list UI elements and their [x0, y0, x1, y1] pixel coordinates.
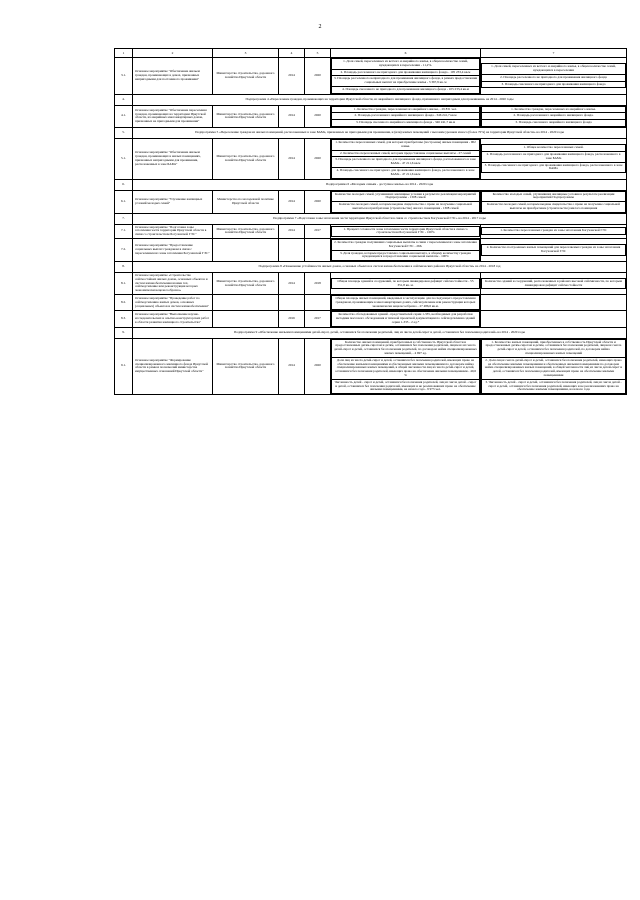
target-indicators	[331, 105, 481, 127]
measure-end-year: 2018	[305, 273, 331, 295]
result-indicators-item: 1. Количество граждан, переселенных из аварийного жилья.	[482, 106, 626, 113]
target-indicators	[331, 58, 481, 95]
measure-end-year: 2020	[305, 190, 331, 213]
result-indicators	[481, 273, 627, 295]
measure-row	[115, 58, 627, 95]
target-indicators-item: Количество молодых семей, улучшивших жилищные условия в результате реализации мероприятий Подпрограммы - 1308 семей	[332, 191, 480, 202]
subprogram-title: Подпрограмма 8 «Повышение устойчивости жилых домов, основных объектов и систем жизнеобеспечения в сейсмических районах Иркутской области» на 2014 - 2018 год	[133, 262, 627, 273]
target-indicators-item: Количество жилых помещений, приобретенных в собственность Иркутской области и предоставленных детям-сиротам и детям, оставшимся без попечения родителей, лицам из их числа детей-сирот и детей, оставшихся без попечения родителей, по договорам найма специализированных жилых помещений, - 4 697 ед.	[332, 339, 480, 357]
page-number: 2	[318, 24, 322, 30]
measure-name: Основное мероприятие «Строительство сейсмостойких жилых домов, основных объектов и систем жизнеобеспечения взамен тех, сейсмоусиление или реконструкция которых экономически нецелесообразно»	[133, 273, 213, 295]
measure-end-year: 2017	[305, 311, 331, 327]
measure-number: 4.1.	[115, 105, 133, 127]
measure-row	[115, 273, 627, 295]
measure-executor: Министерство строительства, дорожного хозяйства Иркутской области	[213, 273, 279, 295]
result-indicators	[481, 311, 627, 327]
measure-executor: Министерство строительства, дорожного хозяйства Иркутской области	[213, 139, 279, 179]
result-indicators-item: Количество молодых семей, улучшивших жилищные условия в результате реализации мероприятий Подпрограммы	[482, 191, 626, 202]
target-indicators	[331, 190, 481, 213]
target-indicators-item: 1. Количество граждан, переселенных из аварийного жилья, - 29 831 чел.	[332, 106, 480, 113]
target-indicators-item: 1. Процент готовности зоны затопления части территории Иркутской области в связи со строительством Богучанской ГЭС - 100%	[332, 226, 480, 237]
subprogram-row	[115, 262, 627, 273]
target-indicators-item: 1. Количество переселенных семей, для которых приобретены (построены) жилые помещения - 902 семьи.	[332, 140, 480, 151]
result-indicators-item: Количество зданий и сооружений, расположенных в районах высокой сейсмичности, по которым ликвидирован дефицит сейсмостойкости	[482, 278, 626, 289]
measure-start-year: 2014	[279, 273, 305, 295]
program-table	[114, 48, 627, 395]
measure-start-year	[279, 295, 305, 311]
subprogram-row	[115, 179, 627, 190]
target-indicators	[331, 295, 481, 311]
measure-row	[115, 295, 627, 311]
subprogram-number: 7.	[115, 213, 133, 224]
subprogram-row	[115, 213, 627, 224]
target-indicators-item: Количество обследованных зданий - представителей серии 1-335, необходимых для разработки методики массового обследования и типовой проектной документации по сейсмоусилению зданий серии 1-335 - 2 ед.*	[332, 312, 480, 326]
measure-executor: Министерство строительства, дорожного хозяйства Иркутской области	[213, 58, 279, 95]
subprogram-number: 4.	[115, 94, 133, 105]
measure-row	[115, 311, 627, 327]
result-indicators-item: 1. Общее количество переселенных семей.	[482, 145, 626, 152]
target-indicators	[331, 338, 481, 394]
result-indicators-item: 3. Численность детей - сирот и детей, оставшихся без попечения родителей, лиц из числа детей - сирот и детей, оставшихся без попечения родителей, имеющих и не реализовавших право на обеспечение жилыми помещениями, на начало года	[482, 379, 626, 393]
result-indicators-item: 1. Доля семей, переселенных из ветхого и аварийного жилья, в общем количестве семей, нуждающихся в переселении	[482, 64, 626, 75]
result-indicators-item: 1. Количество переселенных граждан из зоны затопления Богучанской ГЭС	[482, 228, 626, 235]
target-indicators-item: 3. Площадь расселенного не пригодного для проживания жилищного фонда, расположенного в зоне БАМа - 47 211,6 кв.м	[332, 157, 480, 168]
target-indicators-item: 3. Площадь расселенного непригодного для проживания жилищного фонда, в рамках предоставления социальных выплат на приобретение жилья - 3 367,9 кв. м	[332, 76, 480, 87]
subprogram-title: Подпрограмма 5 «Переселение граждан из жилых помещений, расположенных в зоне БАМа, признанных не пригодными для проживания, и (или) жилых помещений с высоким уровнем износа (более 70%) на территории Иркутской области» на 2014 - 2020 годы	[133, 128, 627, 139]
result-indicators	[481, 295, 627, 311]
measure-end-year: 2020	[305, 58, 331, 95]
measure-number: 8.3.	[115, 311, 133, 327]
measure-number: 7.2.	[115, 238, 133, 261]
result-indicators-item: Количество молодых семей, которым выданы свидетельства о праве на получение социальной выплаты на приобретение (строительство) жилого помещения	[482, 202, 626, 213]
measure-number: 7.1.	[115, 224, 133, 238]
measure-row	[115, 190, 627, 213]
measure-name: Основное мероприятие "Обеспечение переселения граждан, проживающих на территории Иркутской области, из аварийных многоквартирных домов, признанных не пригодными для проживания"	[133, 105, 213, 127]
measure-executor: Министерство строительства, дорожного хозяйства Иркутской области	[213, 105, 279, 127]
measure-start-year: 2014	[279, 105, 305, 127]
measure-executor: Министерство строительства, дорожного хозяйства Иркутской области	[213, 338, 279, 394]
measure-start-year: 2014	[279, 338, 305, 394]
measure-name: Основное мероприятие "Предоставление социальных выплат гражданам в связи с переселением из зоны затопления Богучанской ГЭС"	[133, 238, 213, 261]
result-indicators-item: 2. Доля лиц из числа детей-сирот и детей, оставшихся без попечения родителей, имеющих право на обеспечение жилыми помещениями и обеспеченных жилыми помещениями по договорам найма специализированных жилых помещений, в общей численности лиц из числа детей-сирот и детей, оставшихся без попечения родителей, имеющих право на обеспечение жилыми помещениями	[482, 357, 626, 379]
measure-executor: Министерство по молодежной политике Иркутской области	[213, 190, 279, 213]
target-indicators	[331, 238, 481, 261]
measure-name: Основное мероприятие "Выполнение научно-исследовательских и опытно-конструкторских работ в области развития жилищного строительства"	[133, 311, 213, 327]
target-indicators-item: 2. Количество граждан получивших социальные выплаты в связи с переселением из зоны затопления Богучанской ГЭС - 266.	[332, 239, 480, 250]
header-cell: 6	[331, 49, 481, 58]
result-indicators	[481, 190, 627, 213]
measure-end-year: 2020	[305, 105, 331, 127]
target-indicators-item: 2. Площадь расселенного не пригодного для проживания жилищного фонда - 105 233,4 кв.м	[332, 69, 480, 76]
target-indicators-item: 3. Площадь снесенного аварийного жилищного фонда - 346 241,7 кв.м	[332, 120, 480, 127]
target-indicators-item: Общая площадь жилых помещений, введенных в эксплуатацию для последующего предоставления гражданам, проживающим в многоквартирных домах, сейсмоусиление или реконструкция которых экономически нецелесообразно - 27 486,6 кв.м.	[332, 296, 480, 310]
target-indicators	[331, 311, 481, 327]
measure-executor	[213, 238, 279, 261]
result-indicators-item: 2. Площадь расселенного аварийного жилищного фонда.	[482, 113, 626, 120]
result-indicators	[481, 224, 627, 238]
target-indicators-item: Численность детей - сирот и детей, оставшихся без попечения родителей, лиц из числа детей - сирот и детей, оставшихся без попечения родителей, имеющих и не реализовавших право на обеспечение жилыми помещениями, на начало года - 9 973 чел.	[332, 379, 480, 393]
header-row	[115, 49, 627, 58]
measure-start-year: 2014	[279, 58, 305, 95]
measure-end-year: 2020	[305, 338, 331, 394]
measure-name: Основное мероприятие "Обеспечение жильем граждан, проживающих в домах, признанных непригодными для постоянного проживания"	[133, 58, 213, 95]
measure-row	[115, 238, 627, 261]
measure-name: Основное мероприятие "Проведение работ по сейсмоусилению жилых домов, основных (социальных) объектов и систем жизнеобеспечения"	[133, 295, 213, 311]
result-indicators	[481, 58, 627, 95]
result-indicators-item: 2. Площадь расселенного не пригодного для проживания жилищного фонда, расположенного в зоне БАМа	[482, 152, 626, 163]
measure-start-year: 2014	[279, 139, 305, 179]
measure-row	[115, 105, 627, 127]
subprogram-title: Подпрограмма 7 «Подготовка зоны затопления части территории Иркутской области в связи со строительством Богучанской ГЭС» на 2014 - 2017 годы	[133, 213, 627, 224]
measure-end-year: 2020	[305, 139, 331, 179]
measure-name: Основное мероприятие "Подготовка зоны затопления части территории Иркутской области в связи со строительством Богучанской ГЭС"	[133, 224, 213, 238]
target-indicators-item: 2. Количество переселенных семей, которым предоставлены социальные выплаты - 27 семей	[332, 150, 480, 157]
measure-name: Основное мероприятие "Формирование специализированного жилищного фонда Иркутской области в рамках полномочий министерства имущественных отношений Иркутской области"	[133, 338, 213, 394]
subprogram-title: Подпрограмма 4 «Переселение граждан, проживающих на территории Иркутской области, из аварийного жилищного фонда, признанного непригодным для проживания» на 2014 - 2020 годы	[133, 94, 627, 105]
result-indicators	[481, 238, 627, 261]
target-indicators	[331, 139, 481, 179]
result-indicators	[481, 338, 627, 394]
result-indicators-item: 3. Площадь снесенного не пригодного для проживания жилищного фонда, расположенного в зоне БАМа	[482, 162, 626, 173]
result-indicators-item: 3. Площадь снесенного не пригодного для проживания жилищного фонда	[482, 81, 626, 88]
subprogram-number: 6.	[115, 179, 133, 190]
target-indicators-item: Количество молодых семей, которым выданы свидетельства о праве на получение социальной выплаты на приобретение (строительство) жилого помещения - 1308 семей	[332, 202, 480, 213]
header-cell: 3	[213, 49, 279, 58]
header-cell: 2	[133, 49, 213, 58]
measure-end-year: 2017	[305, 224, 331, 238]
measure-start-year: 2016	[279, 311, 305, 327]
measure-row	[115, 224, 627, 238]
result-indicators-item: 1. Количество жилых помещений, приобретенных в собственность Иркутской области и предоставленных детям-сиротам и детям, оставшимся без попечения родителей, лицам из числа детей-сирот и детей, оставшихся без попечения родителей, по договорам найма специализированных жилых помещений	[482, 339, 626, 357]
measure-executor: Министерство строительства, дорожного хозяйства Иркутской области	[213, 224, 279, 238]
measure-number: 8.1.	[115, 273, 133, 295]
target-indicators-item: 3. Доля граждан, которым предоставлена социальная выплата, к общему количеству граждан нуждающихся в предоставлении социальной выплаты - 100%	[332, 250, 480, 261]
target-indicators-item: 4. Площадь снесенного не пригодного для проживания жилищного фонда, расположенного в зоне БАМа - 47 211,6 кв.м	[332, 167, 480, 178]
result-indicators-item: 2. Количество построенных жилых помещений для переселяемых граждан из зоны затопления Богучанской ГЭС	[482, 245, 626, 256]
header-cell: 5	[305, 49, 331, 58]
measure-row	[115, 338, 627, 394]
measure-end-year	[305, 238, 331, 261]
measure-number: 3.1.	[115, 58, 133, 95]
subprogram-row	[115, 94, 627, 105]
target-indicators-item: 4. Площадь снесенного не пригодного для проживания жилищного фонда - 105 233,4 кв.м	[332, 86, 480, 93]
measure-row	[115, 139, 627, 179]
target-indicators	[331, 224, 481, 238]
subprogram-row	[115, 327, 627, 338]
result-indicators	[481, 105, 627, 127]
result-indicators-item: 2. Площадь расселенного не пригодного для проживания жилищного фонда	[482, 74, 626, 81]
measure-executor	[213, 295, 279, 311]
subprogram-number: 9.	[115, 327, 133, 338]
measure-number: 5.1.	[115, 139, 133, 179]
measure-number: 8.2.	[115, 295, 133, 311]
target-indicators-item: Общая площадь зданий и сооружений, по которым ликвидирован дефицит сейсмостойкости - 55 351,8 кв. м.	[332, 278, 480, 289]
result-indicators	[481, 139, 627, 179]
target-indicators-item: 1. Доля семей, переселенных из ветхого и аварийного жилья, в общем количестве семей, нуждающихся в переселении - 11,2%.	[332, 59, 480, 70]
target-indicators-item: 2. Площадь расселенного аварийного жилищного фонда - 346 241,7 кв.м	[332, 113, 480, 120]
measure-number: 6.1.	[115, 190, 133, 213]
subprogram-row	[115, 128, 627, 139]
target-indicators	[331, 273, 481, 295]
measure-name: Основное мероприятие "Улучшение жилищных условий молодых семей"	[133, 190, 213, 213]
subprogram-number: 8.	[115, 262, 133, 273]
target-indicators-item: Доля лиц из числа детей-сирот и детей, оставшихся без попечения родителей, имеющих право на обеспечение жилыми помещениями и обеспеченных жилыми помещениями по договорам найма специализированных жилых помещений, в общей численности лиц из числа детей-сирот и детей, оставшихся без попечения родителей, имеющих право на обеспечение жилыми помещениями - 40,6 %	[332, 357, 480, 379]
measure-number: 9.1.	[115, 338, 133, 394]
subprogram-number: 5.	[115, 128, 133, 139]
measure-start-year: 2014	[279, 224, 305, 238]
header-cell: 4	[279, 49, 305, 58]
result-indicators-item: 3. Площадь снесенного аварийного жилищного фонда	[482, 120, 626, 127]
measure-executor	[213, 311, 279, 327]
measure-name: Основное мероприятие "Обеспечение жильем граждан, проживающих в жилых помещениях, признанных непригодными для проживания, расположенных в зоне БАМа"	[133, 139, 213, 179]
measure-start-year	[279, 238, 305, 261]
subprogram-title: Подпрограмма 6 «Молодым семьям - доступное жилье» на 2014 - 2020 годы	[133, 179, 627, 190]
header-cell: 1	[115, 49, 133, 58]
measure-start-year: 2014	[279, 190, 305, 213]
measure-end-year	[305, 295, 331, 311]
header-cell: 7	[481, 49, 627, 58]
subprogram-title: Подпрограмма 9 «Обеспечение жилыми помещениями детей-сирот, детей, оставшихся без попечения родителей, лиц из числа детей-сирот и детей, оставшихся без попечения родителей» на 2014 - 2020 годы	[133, 327, 627, 338]
